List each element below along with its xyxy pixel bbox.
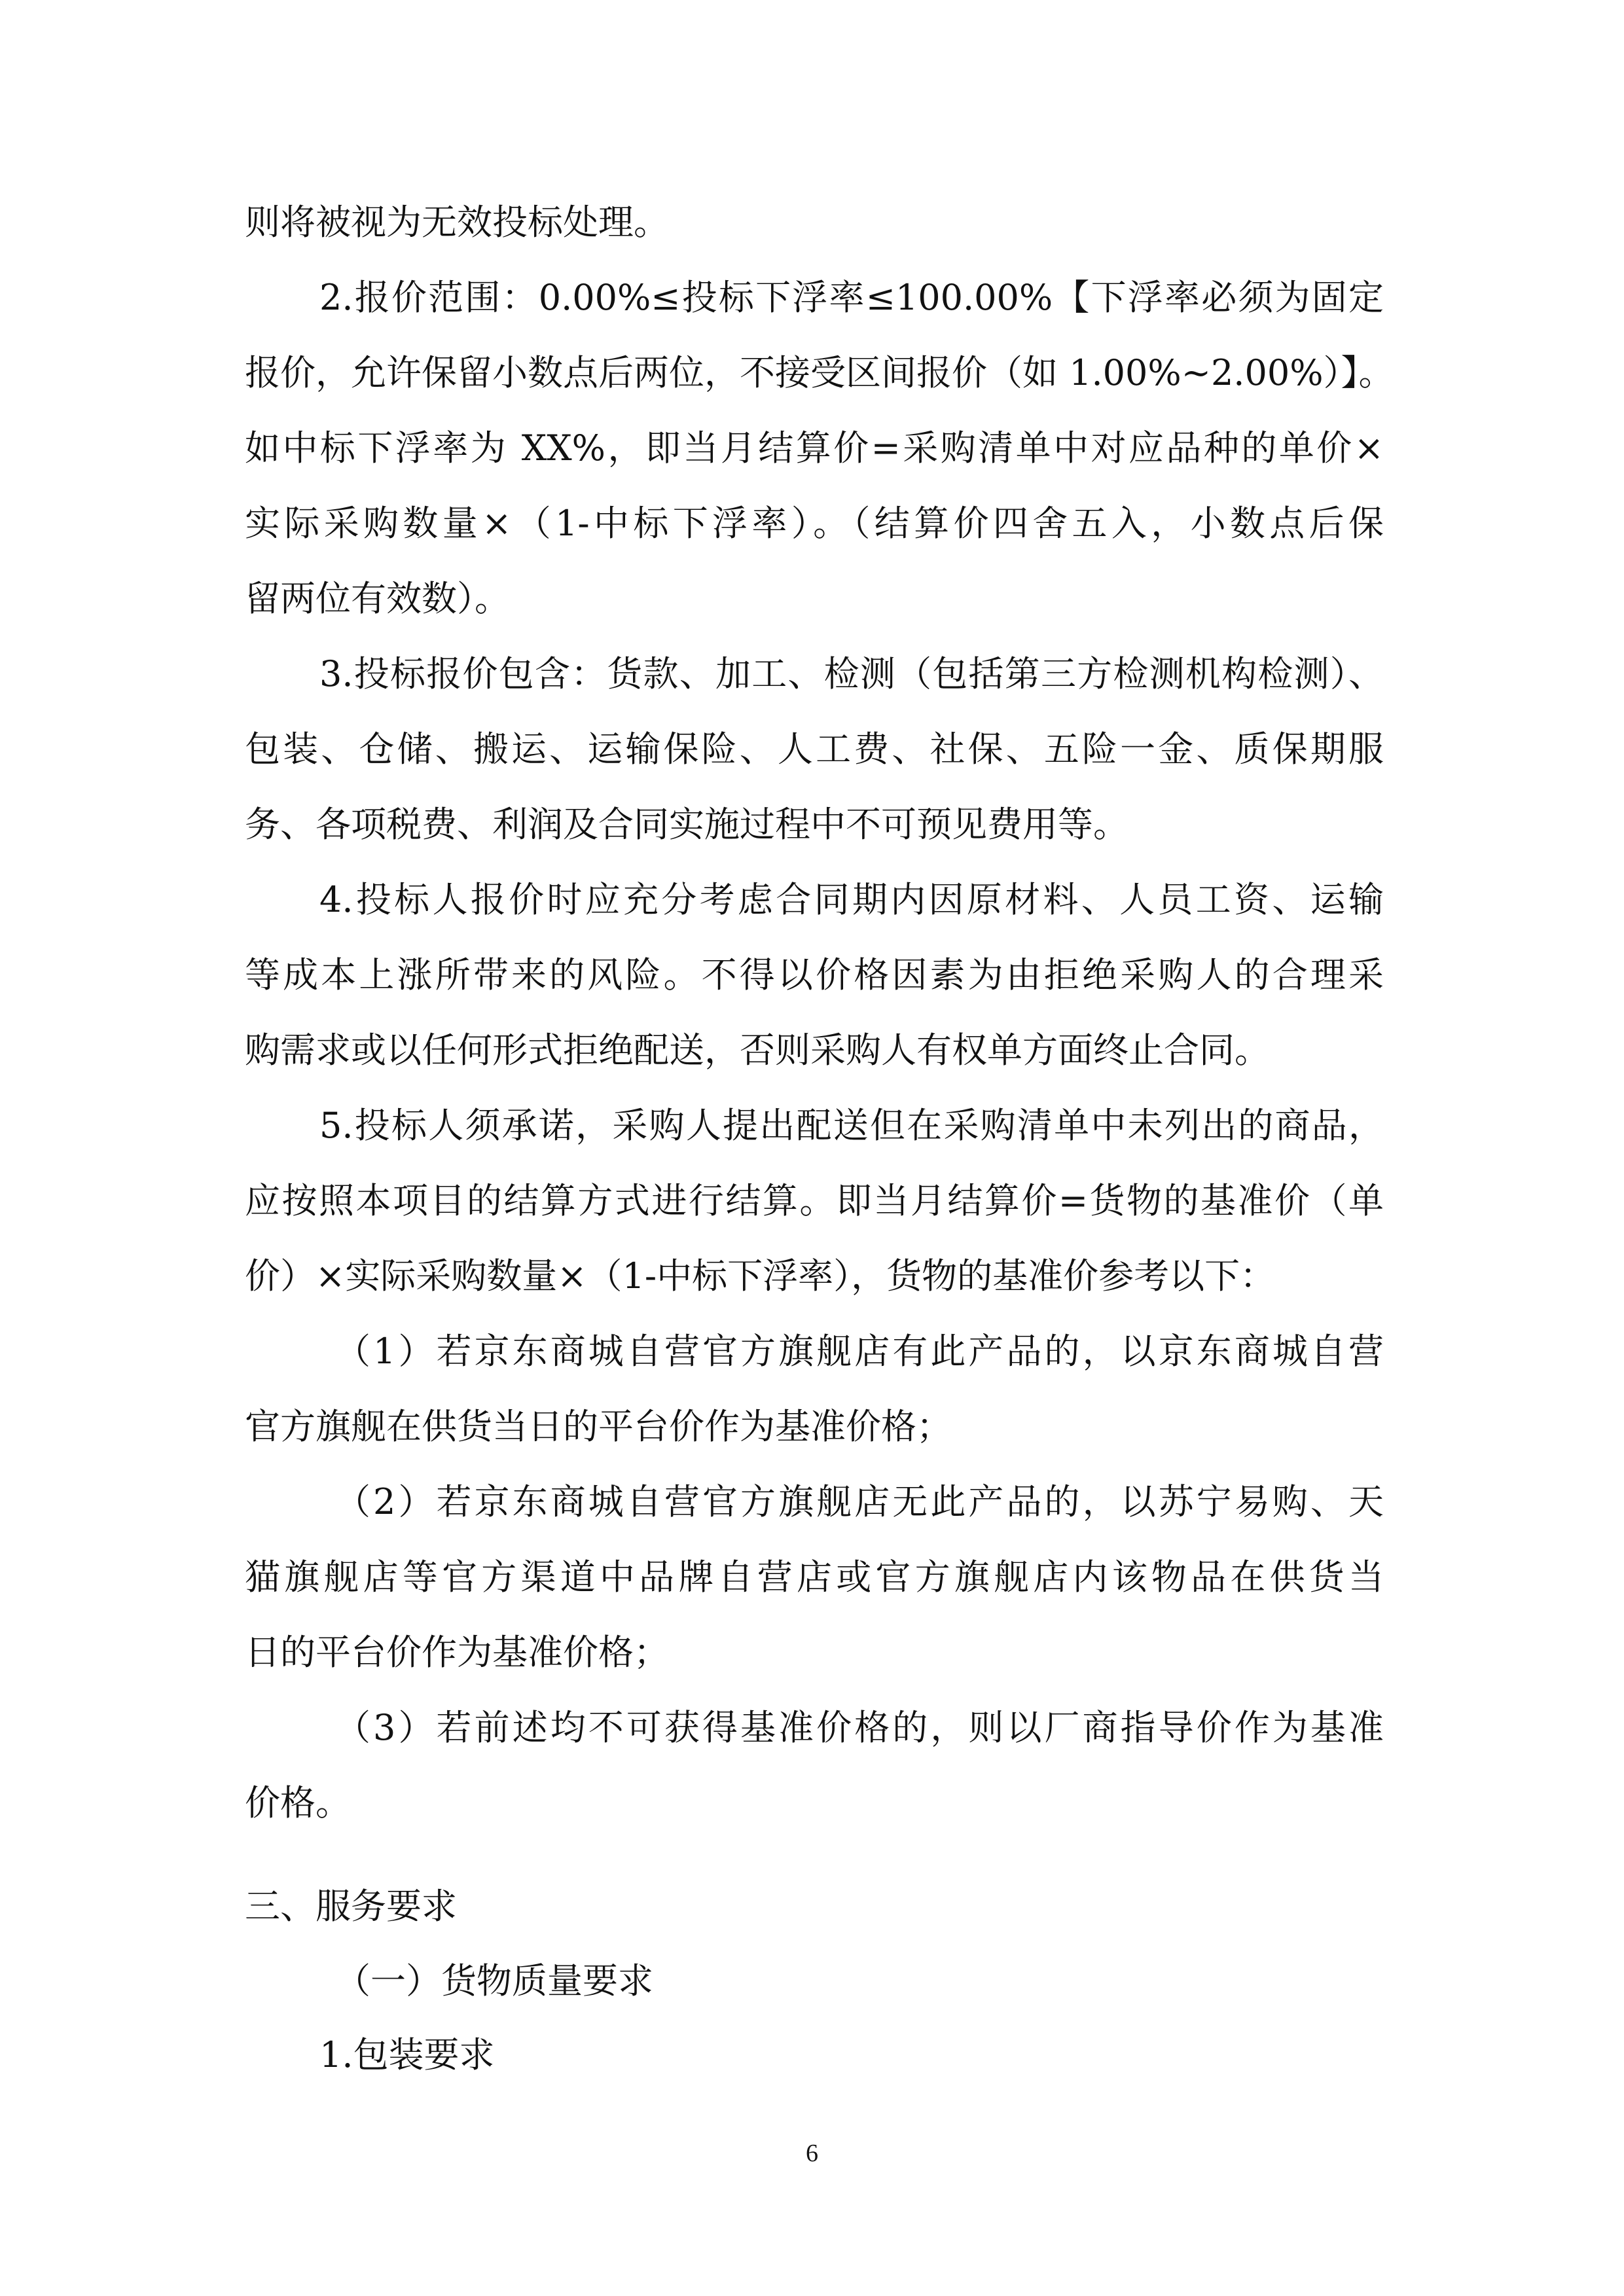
paragraph-line: 实际采购数量×（1-中标下浮率）。（结算价四舍五入，小数点后保 [245,503,1384,544]
paragraph-line: 3.投标报价包含：货款、加工、检测（包括第三方检测机构检测）、 [319,653,1384,694]
page-number: 6 [806,2140,818,2167]
paragraph-line: 日的平台价作为基准价格； [245,1632,669,1673]
paragraph-line: 官方旗舰在供货当日的平台价作为基准价格； [245,1406,952,1447]
paragraph-line: 价格。 [245,1782,351,1823]
paragraph-line: 猫旗舰店等官方渠道中品牌自营店或官方旗舰店内该物品在供货当 [245,1556,1384,1598]
paragraph-line: 5.投标人须承诺，采购人提出配送但在采购清单中未列出的商品， [319,1105,1384,1146]
paragraph-line: 等成本上涨所带来的风险。不得以价格因素为由拒绝采购人的合理采 [245,954,1384,996]
paragraph-line: 包装、仓储、搬运、运输保险、人工费、社保、五险一金、质保期服 [245,728,1384,770]
paragraph-line: （2）若京东商城自营官方旗舰店无此产品的，以苏宁易购、天 [335,1481,1384,1522]
paragraph-line: 价）×实际采购数量×（1-中标下浮率），货物的基准价参考以下： [245,1255,1276,1297]
paragraph-line: 购需求或以任何形式拒绝配送，否则采购人有权单方面终止合同。 [245,1030,1270,1071]
item-heading: 1.包装要求 [319,2034,495,2075]
paragraph-line: 务、各项税费、利润及合同实施过程中不可预见费用等。 [245,804,1128,845]
paragraph-line: 报价，允许保留小数点后两位，不接受区间报价（如 1.00%~2.00%）】。 [245,352,1394,393]
paragraph-line: （1）若京东商城自营官方旗舰店有此产品的，以京东商城自营 [335,1331,1384,1372]
paragraph-line: 4.投标人报价时应充分考虑合同期内因原材料、人员工资、运输 [319,879,1384,920]
paragraph-line: 留两位有效数）。 [245,578,510,619]
paragraph-line: （3）若前述均不可获得基准价格的，则以厂商指导价作为基准 [335,1707,1384,1748]
paragraph-line: 应按照本项目的结算方式进行结算。即当月结算价=货物的基准价（单 [245,1180,1384,1221]
paragraph-line: 则将被视为无效投标处理。 [245,202,669,243]
section-heading: 三、服务要求 [245,1886,457,1927]
subsection-heading: （一）货物质量要求 [335,1960,653,2001]
paragraph-line: 如中标下浮率为 XX%，即当月结算价=采购清单中对应品种的单价× [245,427,1384,469]
paragraph-line: 2.报价范围：0.00%≤投标下浮率≤100.00%【下浮率必须为固定 [319,277,1384,318]
